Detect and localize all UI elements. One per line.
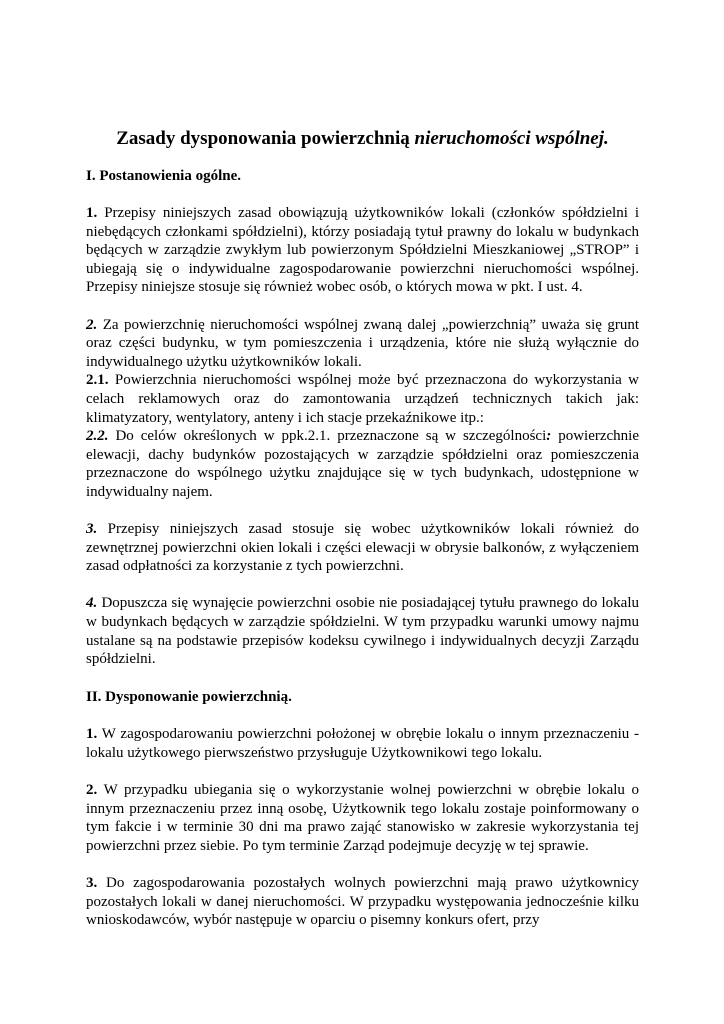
paragraph-1-4 (86, 594, 639, 668)
paragraph-2-3 (86, 874, 639, 930)
paragraph-text-continued: powierzchnie elewacji, dachy budynków pozostających w zarządzie spółdzielni oraz pomieszczenia przeznaczone do wspólnego użytku znajdujące się w tych budynkach, udostępnione w indywidualny najem. (86, 428, 640, 500)
paragraph-number: 2.1. (86, 372, 109, 389)
paragraph-2-1 (86, 725, 639, 762)
paragraph-number: 3. (86, 875, 98, 892)
paragraph-text: W zagospodarowaniu powierzchni położonej w obrębie lokalu o innym przeznaczeniu - lokalu użytkowego pierwszeństwo przysługuje Użytkownikowi tego lokalu. (86, 726, 639, 762)
paragraph-text: Powierzchnia nieruchomości wspólnej może być przeznaczona do wykorzystania w celach reklamowych oraz do zamontowania urządzeń technicznych takich jak: klimatyzatory, wentylatory, anteny i ich stacje przekaźnikowe itp.: (86, 372, 639, 426)
paragraph-1-2-2 (86, 427, 639, 501)
paragraph-number: 4. (86, 595, 98, 612)
paragraph-number: 1. (86, 726, 98, 743)
document-title (86, 128, 639, 150)
paragraph-number: 2. (86, 316, 98, 333)
title-italic: nieruchomości wspólnej. (414, 128, 609, 149)
paragraph-text: Do celów określonych w ppk.2.1. przeznaczone są w szczególności (108, 428, 547, 445)
paragraph-1-1 (86, 204, 639, 297)
paragraph-1-2 (86, 316, 639, 372)
paragraph-text: W przypadku ubiegania się o wykorzystanie wolnej powierzchni w obrębie lokalu o innym przeznaczeniu przez inną osobę, Użytkownik tego lokalu zostaje poinformowany o tym fakcie i w terminie 30 dni ma prawo zająć stanowisko w zakresie wykorzystania tej powierzchni przez siebie. Po tym terminie Zarząd podejmuje decyzję w tej sprawie. (86, 782, 639, 854)
paragraph-2-2 (86, 781, 639, 855)
paragraph-number: 3. (86, 521, 98, 538)
paragraph-text: Za powierzchnię nieruchomości wspólnej zwaną dalej „powierzchnią” uważa się grunt oraz części budynku, w tym pomieszczenia i urządzenia, które nie służą wyłącznie do indywidualnego użytku użytkowników lokali. (86, 316, 639, 370)
section-heading-general: I. Postanowienia ogólne. (86, 168, 242, 184)
paragraph-text: Do zagospodarowania pozostałych wolnych powierzchni mają prawo użytkownicy pozostałych lokali w danej nieruchomości. W przypadku występowania jednocześnie kilku wnioskodawców, wybór następuje w oparciu o pisemny konkurs ofert, przy (86, 875, 639, 929)
paragraph-1-2-1 (86, 371, 639, 427)
paragraph-number: 1. (86, 205, 98, 221)
paragraph-text: Przepisy niniejszych zasad stosuje się wobec użytkowników lokali również do zewnętrznej powierzchni okien lokali i części elewacji w obrysie balkonów, z wyłączeniem zasad odpłatności za korzystanie z tych powierzchni. (86, 521, 639, 575)
paragraph-1-3 (86, 520, 639, 576)
paragraph-text: Dopuszcza się wynajęcie powierzchni osobie nie posiadającej tytułu prawnego do lokalu w budynkach będących w zarządzie spółdzielni. W tym przypadku warunki umowy najmu ustalane są na podstawie przepisów kodeksu cywilnego i indywidualnych decyzji Zarządu spółdzielni. (86, 595, 639, 668)
section-heading-disposal: II. Dysponowanie powierzchnią. (86, 689, 292, 706)
paragraph-number: 2. (86, 782, 98, 799)
paragraph-number: 2.2. (86, 428, 109, 445)
paragraph-colon: : (546, 428, 552, 445)
paragraph-text: Przepisy niniejszych zasad obowiązują użytkowników lokali (członków spółdzielni i niebędących członkami spółdzielni), którzy posiadają tytuł prawny do lokalu w budynkach będących w zarządzie zwykłym lub powierzonym Spółdzielni Mieszkaniowej „STROP” i ubiegają się o indywidualne zagospodarowanie powierzchni nieruchomości wspólnej. Przepisy niniejsze stosuje się również wobec osób, o których mowa w pkt. I ust. 4. (86, 205, 639, 296)
title-main: Zasady dysponowania powierzchnią (116, 128, 415, 149)
